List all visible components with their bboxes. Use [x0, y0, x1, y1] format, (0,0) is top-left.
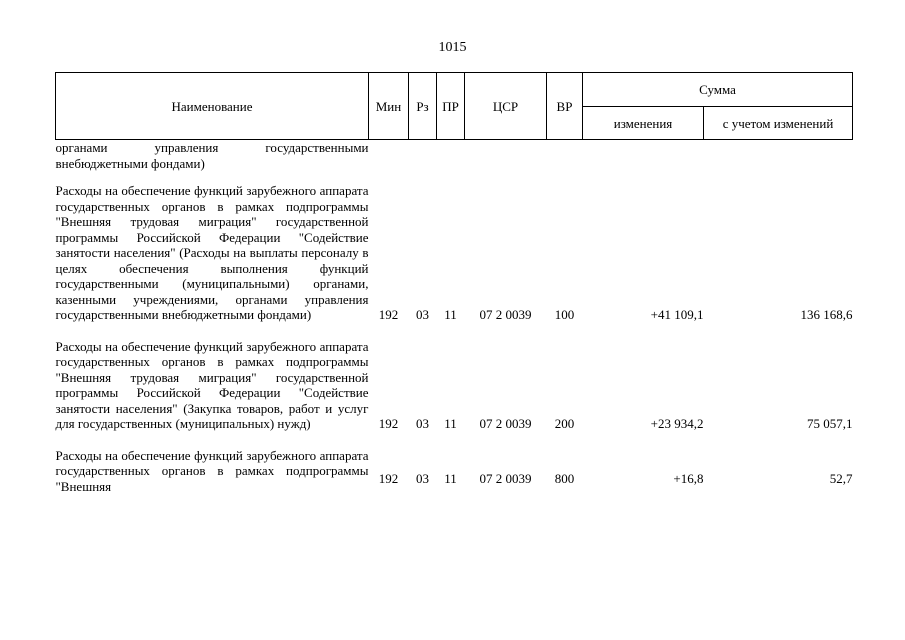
row-name-line: Расходы на обеспечение функций зарубежного аппарата [55, 183, 369, 198]
row-name-line: Расходы на обеспечение функций зарубежного аппарата [55, 338, 369, 354]
row-name-line: государственными внебюджетными фондами) [55, 307, 312, 322]
row-name-line: государственных органов в рамках подпрограммы [55, 354, 369, 369]
row-with-change: 136 168,6 [800, 307, 853, 322]
table-row [56, 339, 853, 448]
header-change: изменения [583, 107, 704, 140]
row-csr: 07 2 0039 [479, 307, 532, 322]
row-with-change [704, 140, 853, 184]
header-vr: ВР [547, 73, 583, 140]
table-body [56, 140, 853, 495]
row-name-line: занятости населения" (Расходы на выплаты персоналу в [55, 245, 369, 260]
header-pr: ПР [437, 73, 465, 140]
row-min: 192 [378, 307, 399, 322]
row-change: +41 109,1 [650, 307, 704, 322]
row-pr [437, 140, 465, 184]
header-with-change: с учетом изменений [704, 107, 853, 140]
row-with-change: 75 057,1 [807, 416, 853, 431]
row-min: 192 [378, 416, 399, 431]
table-header [56, 73, 853, 140]
header-csr: ЦСР [465, 73, 547, 140]
row-name-line: внебюджетными фондами) [55, 155, 205, 171]
row-name [56, 140, 369, 184]
row-name-line: органами управления государственными [55, 140, 369, 155]
header-rz: Рз [409, 73, 437, 140]
row-name-line: программы Российской Федерации "Содействие [55, 385, 369, 400]
header-min: Мин [369, 73, 409, 140]
row-name [56, 183, 369, 339]
row-pr: 11 [444, 307, 457, 322]
row-name [56, 448, 369, 495]
row-name [56, 339, 369, 448]
row-csr: 07 2 0039 [479, 416, 532, 431]
row-pr: 11 [444, 416, 457, 431]
table-row [56, 448, 853, 495]
row-rz [409, 140, 437, 184]
row-change: +16,8 [673, 470, 704, 486]
row-pr: 11 [444, 470, 457, 486]
table-row [56, 183, 853, 339]
row-name-line: для государственных (муниципальных) нужд) [55, 416, 311, 431]
header-sum: Сумма [583, 73, 853, 107]
row-name-line: государственными (муниципальными) органами, [55, 276, 369, 291]
header-name: Наименование [56, 73, 369, 140]
row-vr: 800 [554, 470, 575, 486]
row-name-line: государственных органов в рамках подпрограммы [55, 463, 369, 478]
row-name-line: занятости населения" (Закупка товаров, работ и услуг [55, 400, 369, 416]
row-csr: 07 2 0039 [479, 470, 532, 486]
row-rz: 03 [416, 470, 429, 486]
row-vr [547, 140, 583, 184]
row-change [583, 140, 704, 184]
row-csr [465, 140, 547, 184]
row-vr: 100 [554, 307, 575, 322]
page-number: 1015 [438, 40, 467, 55]
row-name-line: Расходы на обеспечение функций зарубежного аппарата [55, 447, 369, 463]
table-row [56, 140, 853, 184]
budget-table [55, 72, 853, 494]
row-min: 192 [378, 470, 399, 486]
row-name-line: "Внешняя трудовая миграция" государственной [55, 214, 369, 229]
row-name-line: "Внешняя [55, 478, 112, 494]
row-name-line: государственных органов в рамках подпрограммы [55, 198, 369, 214]
row-with-change: 52,7 [829, 470, 853, 486]
row-name-line: казенными учреждениями, органами управления [55, 291, 369, 307]
row-name-line: "Внешняя трудовая миграция" государственной [55, 369, 369, 385]
row-min [369, 140, 409, 184]
row-rz: 03 [416, 307, 429, 322]
row-rz: 03 [416, 416, 429, 431]
row-vr: 200 [554, 416, 575, 431]
row-name-line: программы Российской Федерации "Содействие [55, 229, 369, 245]
row-name-line: целях обеспечения выполнения функций [55, 260, 369, 276]
row-change: +23 934,2 [650, 416, 704, 431]
